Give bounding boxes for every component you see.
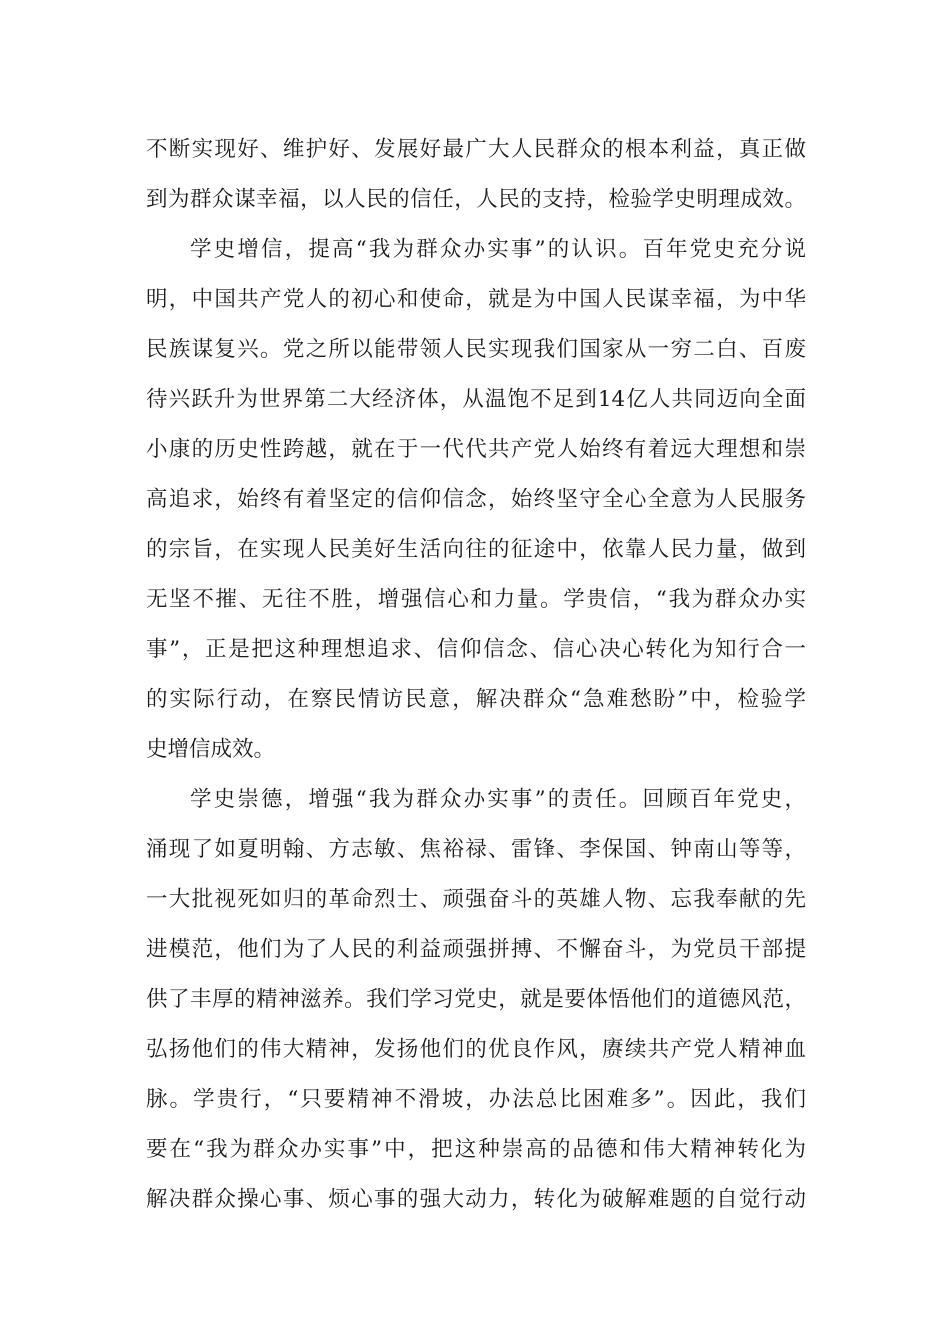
text-line: 事”，正是把这种理想追求、信仰信念、信心决心转化为知行合一 — [146, 637, 806, 662]
text-line: 小康的历史性跨越，就在于一代代共产党人始终有着远大理想和崇 — [146, 437, 806, 462]
text-line: 到为群众谋幸福，以人民的信任，人民的支持，检验学史明理成效。 — [146, 187, 806, 212]
text-line: 的宗旨，在实现人民美好生活向往的征途中，依靠人民力量，做到 — [146, 537, 806, 562]
text-line: 待兴跃升为世界第二大经济体，从温饱不足到14亿人共同迈向全面 — [146, 387, 806, 412]
text-line: 解决群众操心事、烦心事的强大动力，转化为破解难题的自觉行动 — [146, 1187, 806, 1212]
text-line: 供了丰厚的精神滋养。我们学习党史，就是要体悟他们的道德风范， — [146, 987, 806, 1012]
text-line: 无坚不摧、无往不胜，增强信心和力量。学贵信，“我为群众办实 — [146, 587, 806, 612]
text-line: 一大批视死如归的革命烈士、顽强奋斗的英雄人物、忘我奉献的先 — [146, 887, 806, 912]
text-line: 高追求，始终有着坚定的信仰信念，始终坚守全心全意为人民服务 — [146, 487, 806, 512]
text-line: 弘扬他们的伟大精神，发扬他们的优良作风，赓续共产党人精神血 — [146, 1037, 806, 1062]
text-line: 明，中国共产党人的初心和使命，就是为中国人民谋幸福，为中华 — [146, 287, 806, 312]
paragraph-start-line: 学史增信，提高“我为群众办实事”的认识。百年党史充分说 — [190, 237, 806, 262]
text-line: 进模范，他们为了人民的利益顽强拼搏、不懈奋斗，为党员干部提 — [146, 937, 806, 962]
text-line: 涌现了如夏明翰、方志敏、焦裕禄、雷锋、李保国、钟南山等等， — [146, 837, 806, 862]
text-line: 民族谋复兴。党之所以能带领人民实现我们国家从一穷二白、百废 — [146, 337, 806, 362]
paragraph-end-line: 史增信成效。 — [146, 737, 276, 762]
paragraph-start-line: 学史崇德，增强“我为群众办实事”的责任。回顾百年党史， — [190, 787, 806, 812]
text-line: 要在“我为群众办实事”中，把这种崇高的品德和伟大精神转化为 — [146, 1137, 806, 1162]
text-line: 不断实现好、维护好、发展好最广大人民群众的根本利益，真正做 — [146, 137, 806, 162]
text-line: 脉。学贵行，“只要精神不滑坡，办法总比困难多”。因此，我们 — [146, 1087, 806, 1112]
text-line: 的实际行动，在察民情访民意，解决群众“急难愁盼”中，检验学 — [146, 687, 806, 712]
